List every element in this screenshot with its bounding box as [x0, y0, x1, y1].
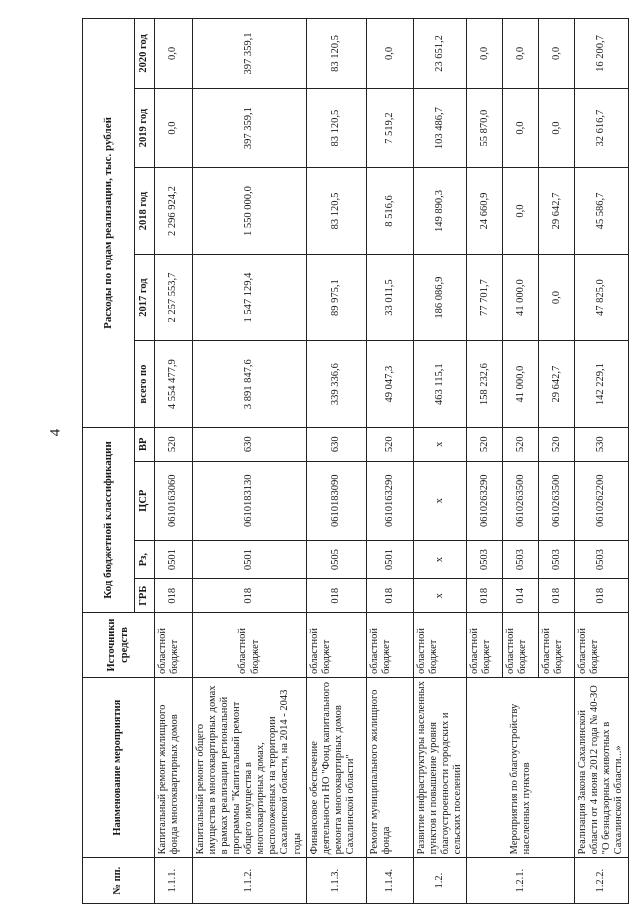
- row-2020: 16 200,7: [575, 19, 628, 89]
- row-rz: х: [414, 540, 467, 578]
- row-source: областной бюджет: [503, 613, 539, 678]
- row-vr: 520: [155, 427, 193, 461]
- row-rz: 0501: [193, 540, 307, 578]
- row-2019: 7 519,2: [367, 88, 414, 167]
- row-name: Капитальный ремонт жилищного фонда многоквартирных домов: [155, 677, 193, 857]
- header-rz: Рз,: [135, 540, 155, 578]
- row-2017: 1 547 129,4: [193, 254, 307, 341]
- row-total: 463 115,1: [414, 341, 467, 428]
- row-grb: 018: [307, 579, 367, 613]
- row-vr: 530: [575, 427, 628, 461]
- header-2018: 2018 год: [135, 168, 155, 255]
- row-2018: 8 516,6: [367, 168, 414, 255]
- budget-table: [82, 18, 629, 904]
- row-no: 1.2.1.: [467, 858, 575, 904]
- header-total: всего по: [135, 341, 155, 428]
- row-rz: 0503: [539, 540, 575, 578]
- table-row: [155, 19, 193, 904]
- row-source: областной бюджет: [193, 613, 307, 678]
- row-csr: 0610263500: [503, 461, 539, 540]
- row-name: Капитальный ремонт общего имущества в многоквартирных домах в рамках реализации региональной программы "Капитальный ремонт общего имущества в многоквартирных домах, расположенных на территории Сахалинской области, на 2014 - 2043 годы: [193, 677, 307, 857]
- row-2020: 0,0: [367, 19, 414, 89]
- row-2017: 47 825,0: [575, 254, 628, 341]
- row-no: 1.1.4.: [367, 858, 414, 904]
- row-2017: 89 975,1: [307, 254, 367, 341]
- row-2019: 103 486,7: [414, 88, 467, 167]
- row-2020: 0,0: [155, 19, 193, 89]
- header-name: Наименование мероприятия: [83, 677, 155, 857]
- row-source: областной бюджет: [367, 613, 414, 678]
- row-no: 1.1.2.: [193, 858, 307, 904]
- row-rz: 0501: [367, 540, 414, 578]
- row-2018: 83 120,5: [307, 168, 367, 255]
- row-2018: 0,0: [503, 168, 539, 255]
- row-vr: 630: [193, 427, 307, 461]
- row-source: областной бюджет: [575, 613, 628, 678]
- row-no: 1.1.3.: [307, 858, 367, 904]
- row-2018: 149 890,3: [414, 168, 467, 255]
- table-row: [307, 19, 367, 904]
- row-rz: 0503: [467, 540, 503, 578]
- row-csr: х: [414, 461, 467, 540]
- row-no: 1.2.: [414, 858, 467, 904]
- header-source: Источники средств: [83, 613, 155, 678]
- budget-table-sheet: [82, 18, 625, 904]
- row-no: 1.1.1.: [155, 858, 193, 904]
- row-total: 339 336,6: [307, 341, 367, 428]
- row-2018: 45 586,7: [575, 168, 628, 255]
- row-2019: 0,0: [503, 88, 539, 167]
- row-2017: 41 000,0: [503, 254, 539, 341]
- header-2019: 2019 год: [135, 88, 155, 167]
- row-grb: х: [414, 579, 467, 613]
- table-row: [414, 19, 467, 904]
- row-csr: 0610163290: [367, 461, 414, 540]
- row-vr: х: [414, 427, 467, 461]
- row-2017: 33 011,5: [367, 254, 414, 341]
- row-2019: 397 359,1: [193, 88, 307, 167]
- row-2017: 0,0: [539, 254, 575, 341]
- row-vr: 520: [467, 427, 503, 461]
- row-2017: 2 257 553,7: [155, 254, 193, 341]
- header-2020: 2020 год: [135, 19, 155, 89]
- header-vr: ВР: [135, 427, 155, 461]
- row-2017: 186 086,9: [414, 254, 467, 341]
- row-2020: 0,0: [467, 19, 503, 89]
- row-total: 4 554 477,9: [155, 341, 193, 428]
- row-total: 49 047,3: [367, 341, 414, 428]
- row-no: 1.2.2.: [575, 858, 628, 904]
- row-2018: 29 642,7: [539, 168, 575, 255]
- header-budget-code: Код бюджетной классификации: [83, 427, 135, 612]
- row-grb: 018: [467, 579, 503, 613]
- table-row: [367, 19, 414, 904]
- row-csr: 0610183130: [193, 461, 307, 540]
- table-row: [575, 19, 628, 904]
- row-2019: 83 120,5: [307, 88, 367, 167]
- row-source: областной бюджет: [307, 613, 367, 678]
- page-number: 4: [47, 428, 64, 437]
- row-total: 158 232,6: [467, 341, 503, 428]
- row-2020: 83 120,5: [307, 19, 367, 89]
- header-no: № пп.: [83, 858, 155, 904]
- row-vr: 520: [503, 427, 539, 461]
- row-2017: 77 701,7: [467, 254, 503, 341]
- row-grb: 018: [575, 579, 628, 613]
- row-total: 142 229,1: [575, 341, 628, 428]
- row-vr: 520: [539, 427, 575, 461]
- row-2018: 24 660,9: [467, 168, 503, 255]
- row-rz: 0505: [307, 540, 367, 578]
- row-2020: 397 359,1: [193, 19, 307, 89]
- row-vr: 520: [367, 427, 414, 461]
- row-csr: 0610263290: [467, 461, 503, 540]
- row-grb: 014: [503, 579, 539, 613]
- row-2020: 23 651,2: [414, 19, 467, 89]
- row-2018: 1 550 000,0: [193, 168, 307, 255]
- row-rz: 0501: [155, 540, 193, 578]
- row-total: 3 891 847,6: [193, 341, 307, 428]
- row-2020: 0,0: [539, 19, 575, 89]
- row-2019: 55 870,0: [467, 88, 503, 167]
- row-csr: 0610262200: [575, 461, 628, 540]
- row-2019: 0,0: [539, 88, 575, 167]
- row-2020: 0,0: [503, 19, 539, 89]
- row-2019: 32 616,7: [575, 88, 628, 167]
- row-name: Финансовое обеспечение деятельности НО "Фонд капитального ремонта многоквартирных домов Сахалинской области": [307, 677, 367, 857]
- row-total: 41 000,0: [503, 341, 539, 428]
- row-name: Реализация Закона Сахалинской области от 4 июня 2012 года № 40-ЗО "О безнадзорных животных в Сахалинской области...»: [575, 677, 628, 857]
- row-grb: 018: [193, 579, 307, 613]
- row-csr: 0610263500: [539, 461, 575, 540]
- row-vr: 630: [307, 427, 367, 461]
- row-rz: 0503: [503, 540, 539, 578]
- row-2018: 2 296 924,2: [155, 168, 193, 255]
- row-source: областной бюджет: [155, 613, 193, 678]
- row-grb: 018: [539, 579, 575, 613]
- row-source: областной бюджет: [467, 613, 503, 678]
- row-source: областной бюджет: [414, 613, 467, 678]
- table-row: [193, 19, 307, 904]
- row-csr: 0610163060: [155, 461, 193, 540]
- row-total: 29 642,7: [539, 341, 575, 428]
- header-grb: ГРБ: [135, 579, 155, 613]
- header-2017: 2017 год: [135, 254, 155, 341]
- row-2019: 0,0: [155, 88, 193, 167]
- table-row: [467, 19, 503, 904]
- row-csr: 0610183090: [307, 461, 367, 540]
- row-name: Мероприятия по благоустройству населенных пунктов: [467, 677, 575, 857]
- row-grb: 018: [155, 579, 193, 613]
- row-rz: 0503: [575, 540, 628, 578]
- row-name: Развитие инфраструктуры населенных пунктов и повышение уровня благоустроенности городских и сельских поселений: [414, 677, 467, 857]
- row-grb: 018: [367, 579, 414, 613]
- row-name: Ремонт муниципального жилищного фонда: [367, 677, 414, 857]
- header-expenses: Расходы по годам реализации, тыс. рублей: [83, 19, 135, 428]
- row-source: областной бюджет: [539, 613, 575, 678]
- header-csr: ЦСР: [135, 461, 155, 540]
